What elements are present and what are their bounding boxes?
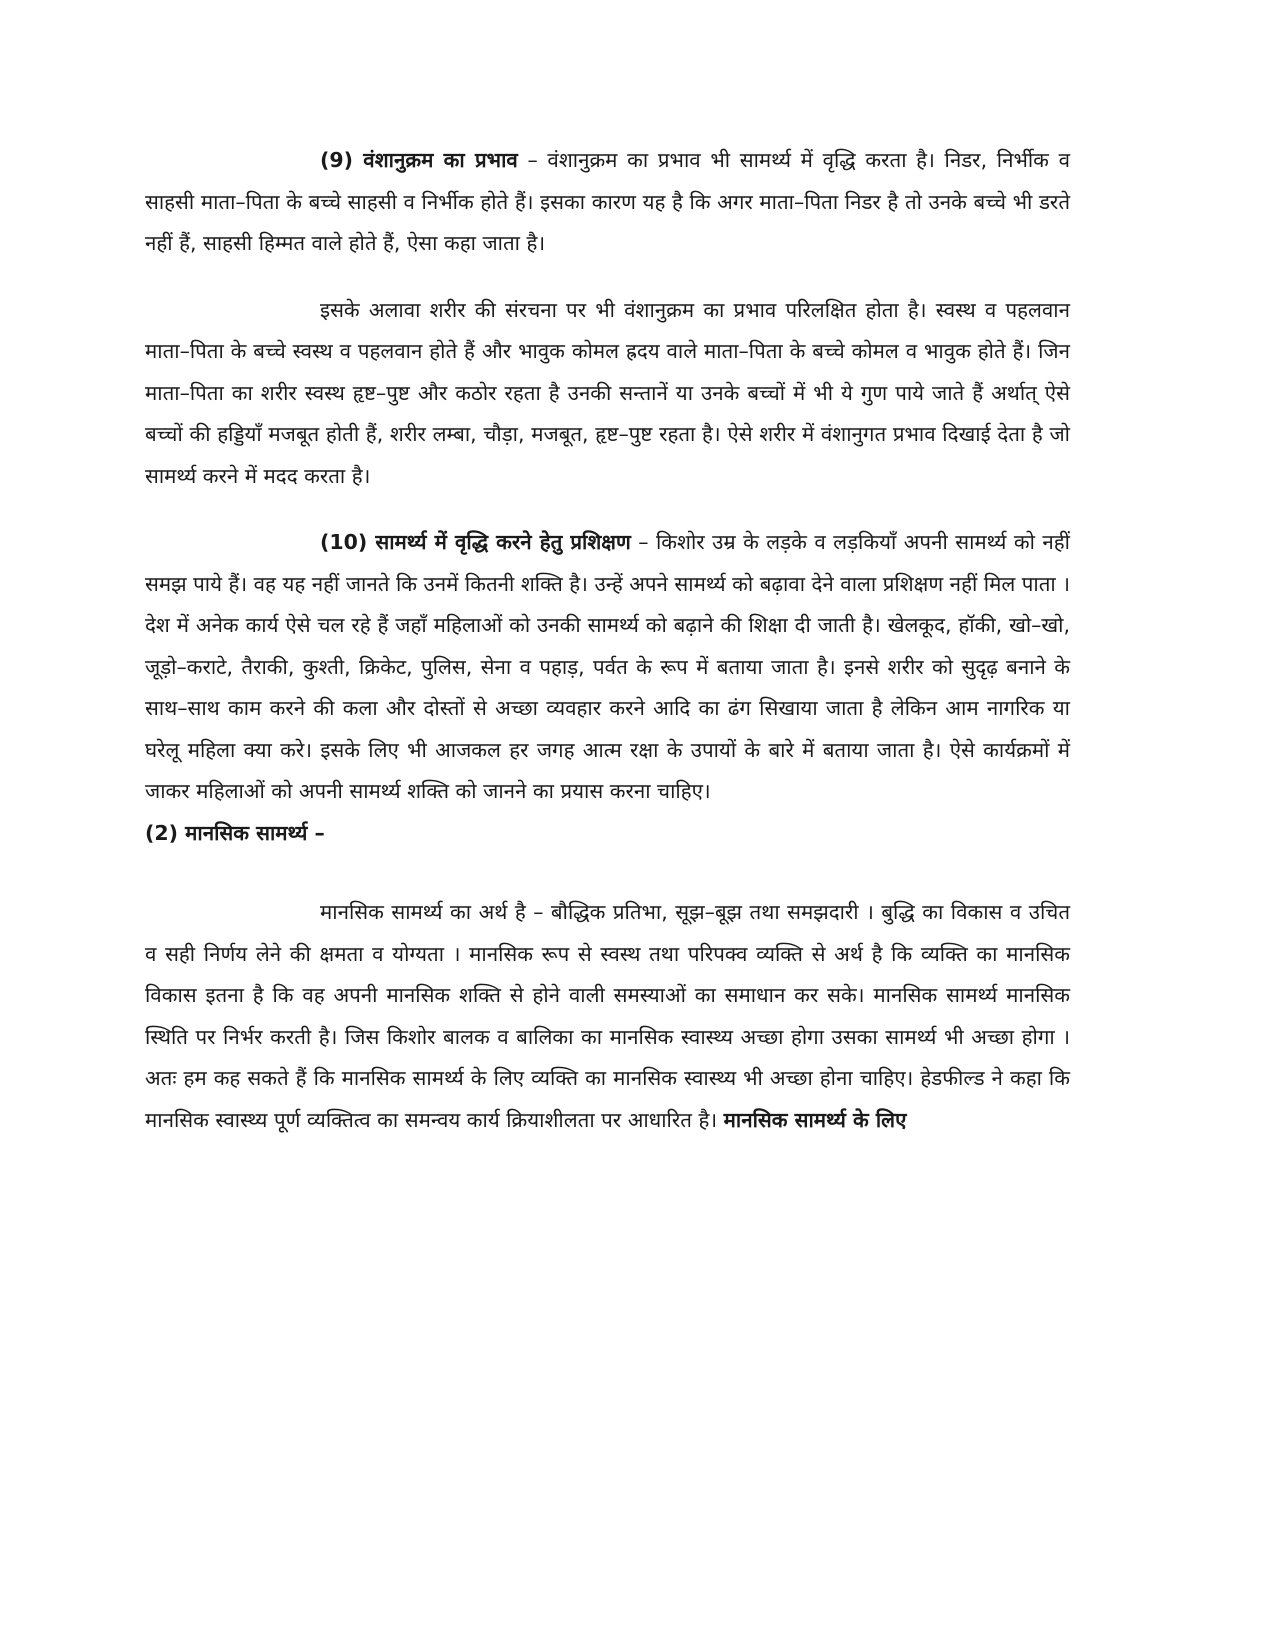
section-9-heading: (9) वंशानुक्रम का प्रभाव bbox=[320, 148, 518, 172]
mental-capacity-bold-tail: मानसिक सामर्थ्य के लिए bbox=[723, 1107, 907, 1132]
mental-capacity-heading: (2) मानसिक सामर्थ्य – bbox=[145, 820, 325, 845]
document-body bbox=[145, 140, 1070, 1141]
section-10-heading: (10) सामर्थ्य में वृद्धि करने हेतु प्रशिक्षण bbox=[320, 530, 631, 554]
section-10-paragraph bbox=[145, 522, 1070, 813]
section-9-paragraph bbox=[145, 140, 1070, 265]
heredity-paragraph: इसके अलावा शरीर की संरचना पर भी वंशानुक्रम का प्रभाव परिलक्षित होता है। स्वस्थ व पहलवान माता–पिता के बच्चे स्वस्थ व पहलवान होते हैं और भावुक कोमल ह्रदय वाले माता–पिता के बच्चे कोमल व भावुक होते हैं। जिन माता–पिता का शरीर स्वस्थ हृष्ट–पुष्ट और कठोर रहता है उनकी सन्तानें या उनके बच्चों में भी ये गुण पाये जाते हैं अर्थात् ऐसे बच्चों की हड्डियाँ मजबूत होती हैं, शरीर लम्बा, चौड़ा, मजबूत, हृष्ट–पुष्ट रहता है। ऐसे शरीर में वंशानुगत प्रभाव दिखाई देता है जो सामर्थ्य करने में मदद करता है। bbox=[145, 297, 1070, 488]
section-10-text: – किशोर उम्र के लड़के व लड़कियाँ अपनी सामर्थ्य को नहीं समझ पाये हैं। वह यह नहीं जानते कि उनमें कितनी शक्ति है। उन्हें अपने सामर्थ्य को बढ़ावा देने वाला प्रशिक्षण नहीं मिल पाता । देश में अनेक कार्य ऐसे चल रहे हैं जहाँ महिलाओं को उनकी सामर्थ्य को बढ़ाने की शिक्षा दी जाती है। खेलकूद, हॉकी, खो–खो, जूड़ो–कराटे, तैराकी, कुश्ती, क्रिकेट, पुलिस, सेना व पहाड़, पर्वत के रूप में बताया जाता है। इनसे शरीर को सुदृढ़ बनाने के साथ–साथ काम करने की कला और दोस्तों से अच्छा व्यवहार करने आदि का ढंग सिखाया जाता है लेकिन आम नागरिक या घरेलू महिला क्या करे। इसके लिए भी आजकल हर जगह आत्म रक्षा के उपायों के बारे में बताया जाता है। ऐसे कार्यक्रमों में जाकर महिलाओं को अपनी सामर्थ्य शक्ति को जानने का प्रयास करना चाहिए। bbox=[145, 530, 1070, 803]
mental-capacity-paragraph bbox=[145, 892, 1070, 1141]
mental-capacity-text: मानसिक सामर्थ्य का अर्थ है – बौद्धिक प्रतिभा, सूझ–बूझ तथा समझदारी । बुद्धि का विकास व उचित व सही निर्णय लेने की क्षमता व योग्यता । मानसिक रूप से स्वस्थ तथा परिपक्व व्यक्ति से अर्थ है कि व्यक्ति का मानसिक विकास इतना है कि वह अपनी मानसिक शक्ति से होने वाली समस्याओं का समाधान कर सके। मानसिक सामर्थ्य मानसिक स्थिति पर निर्भर करती है। जिस किशोर बालक व बालिका का मानसिक स्वास्थ्य अच्छा होगा उसका सामर्थ्य भी अच्छा होगा । अतः हम कह सकते हैं कि मानसिक सामर्थ्य के लिए व्यक्ति का मानसिक स्वास्थ्य भी अच्छा होना चाहिए। हेडफील्ड ने कहा कि मानसिक स्वास्थ्य पूर्ण व्यक्तित्व का समन्वय कार्य क्रियाशीलता पर आधारित है। bbox=[145, 900, 1070, 1132]
section-9-text: – वंशानुक्रम का प्रभाव भी सामर्थ्य में वृद्धि करता है। निडर, निर्भीक व साहसी माता–पिता के बच्चे साहसी व निर्भीक होते हैं। इसका कारण यह है कि अगर माता–पिता निडर है तो उनके बच्चे भी डरते नहीं हैं, साहसी हिम्मत वाले होते हैं, ऐसा कहा जाता है। bbox=[145, 148, 1070, 255]
